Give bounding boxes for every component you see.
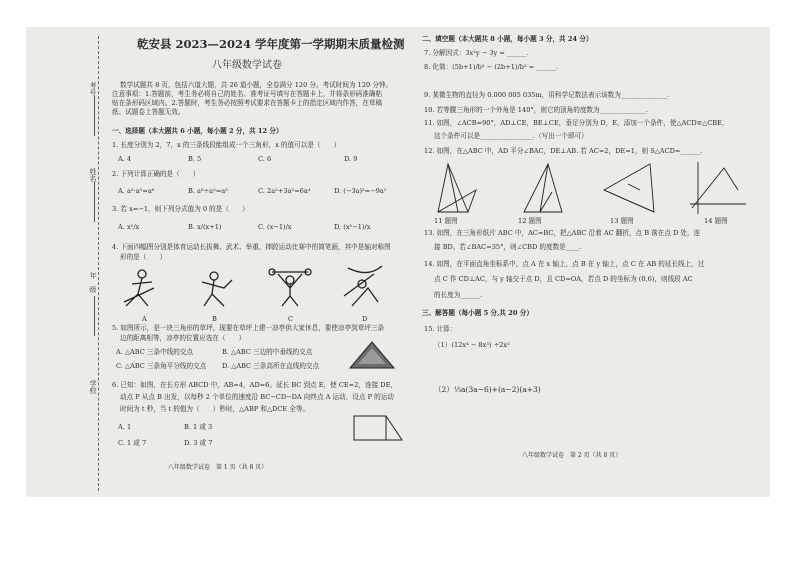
question-14-cont: 的长度为______. [434, 291, 483, 299]
binding-dashed-line [98, 36, 99, 491]
question-2: 2. 下列计算正确的是（ ） [112, 170, 200, 178]
question-15: 15. 计算： [424, 325, 457, 333]
question-12: 12. 如图，在△ABC 中，AD 平分∠BAC，DE⊥AB. 若 AC=2，DE=1，则 S△ACD=______. [424, 147, 703, 155]
kaohao-line [94, 96, 95, 136]
q6-option: A. 1 [118, 423, 132, 431]
q6-option: C. 1 或 7 [118, 439, 147, 447]
q5-option: B. △ABC 三边的中垂线的交点 [222, 348, 313, 356]
question-11-cont: 这个条件可以是________________.（写出一个即可） [434, 132, 588, 140]
question-14: 14. 如图，在平面直角坐标系中，点 A 在 x 轴上，点 B 在 y 轴上，点 C 在 AB 的延长线上，过 [424, 260, 705, 268]
question-6-cont: 动点 P 从点 B 出发，以每秒 2 个单位的速度沿 BC−CD−DA 向终点 A 运动，设点 P 的运动 [120, 393, 394, 401]
q6-option: B. 1 或 3 [184, 423, 213, 431]
question-6-cont: 时间为 t 秒，当 t 的值为（ ）秒时，△ABP 和△DCE 全等。 [120, 405, 310, 413]
question-7: 7. 分解因式：3x²y − 3y = ______. [424, 49, 529, 57]
question-4: 4. 下面四幅图分别是体育运动长拔舞、武术、举重、摔跤运动比赛中的简笔画，其中是轴对称图 [112, 243, 391, 251]
question-15-part1: （1）(12x⁴ − 8x³) ÷2x² [434, 341, 510, 349]
question-9: 9. 某微生物的直径为 0.000 005 035m，用科学记数法表示该数为______________. [424, 91, 670, 99]
intro-line: 数学试题共 8 页，包括六道大题，共 26 道小题，全卷满分 120 分。考试时间为 120 分钟。 [120, 81, 393, 89]
q6-option: D. 3 或 7 [184, 439, 213, 447]
question-8: 8. 化简：(5b+1)/b² − (2b+1)/b² = ______. [424, 63, 559, 71]
q2-option: B. a⁶÷a²=a³ [188, 187, 228, 195]
q5-option: C. △ABC 三条角平分线的交点 [116, 362, 207, 370]
q3-option: D. (x²−1)/x [334, 223, 371, 231]
q2-option: D. (−3a)²=−9a² [334, 187, 387, 195]
q1-option: D. 9 [344, 155, 358, 163]
question-6: 6. 已知：如图，在长方形 ABCD 中，AB=4，AD=6。延长 BC 到点 E，使 CE=2，连接 DE， [112, 381, 397, 389]
q4-option: A [142, 315, 147, 323]
xingming-line [94, 182, 95, 222]
xingming-label: 姓名 [89, 168, 97, 182]
section-heading: 二、填空题（本大题共 8 小题，每小题 3 分，共 24 分） [422, 35, 593, 43]
q1-option: A. 4 [118, 155, 132, 163]
question-10: 10. 若等腰三角形的一个外角是 140°，则它的顶角的度数为______________. [424, 106, 648, 114]
question-1: 1. 长度分别为 2，7，x 的三条线段能组成一个三角形，x 的值可以是（ ） [112, 141, 341, 149]
question-13: 13. 如图，在三角形纸片 ABC 中，AC=BC，把△ABC 沿着 AC 翻折，点 B 落在点 D 处，连 [424, 229, 701, 237]
q2-option: C. 2a²+3a²=6a⁴ [258, 187, 311, 195]
question-3: 3. 若 x=−1，则下列分式值为 0 的是（ ） [112, 205, 249, 213]
page2-footer: 八年级数学试卷 第 2 页（共 8 页） [522, 452, 622, 459]
question-15-part2: （2）⅓a(3a−6)+(a−2)(a+3) [434, 385, 541, 394]
fig-label: 14 题图 [704, 217, 728, 225]
q2-option: A. a²·a³=a⁶ [118, 187, 155, 195]
fig-label: 11 题图 [434, 217, 458, 225]
xuexiao-label: 学校 [89, 380, 97, 394]
question-14-cont: 点 C 作 CD⊥AC，与 y 轴交于点 D，且 CD=OA，若点 D 的坐标为 (0,6)，则线段 AC [434, 275, 693, 283]
intro-line: 注意事项：1.答题前，考生务必将自己的姓名、准考证号填写在答题卡上，并将条形码准确粘 [112, 90, 383, 98]
q3-option: B. x/(x+1) [188, 223, 222, 231]
q4-option: D [362, 315, 368, 323]
q1-option: C. 6 [258, 155, 272, 163]
question-11: 11. 如图，∠ACB=90°，AD⊥CE，BE⊥CE，垂足分别为 D，E，添加一个条件，使△ACD≌△CBE， [424, 119, 729, 127]
intro-line: 纸、试题卷上答题无效。 [112, 108, 185, 116]
fig-label: 13 题图 [610, 217, 634, 225]
geometry-figures [428, 160, 762, 218]
question-4-cont: 形的是（ ） [120, 253, 167, 261]
nianji-line [94, 296, 95, 336]
kaohao-label: 考号 [89, 82, 97, 96]
question-13-cont: 接 BD。若∠BAC=35°，则∠CBD 的度数是____. [434, 243, 582, 251]
exam-subtitle: 八年级数学试卷 [212, 60, 282, 71]
q6-rectangle-figure [348, 410, 408, 448]
q3-option: C. (x−1)/x [258, 223, 292, 231]
q4-option: B [212, 315, 217, 323]
question-5-cont: 边的距离相等，凉亭的位置应选在（ ） [120, 334, 246, 342]
section-heading: 三、解答题（每小题 5 分,共 20 分） [422, 309, 533, 317]
page1-footer: 八年级数学试卷 第 1 页（共 8 页） [168, 464, 268, 471]
q5-triangle-figure [348, 340, 396, 370]
intro-line: 贴在条形码区域内。2.答题时，考生务必按照考试要求在答题卡上的指定区域内作答，在草稿 [112, 99, 383, 107]
fig-label: 12 题图 [518, 217, 542, 225]
exam-title: 乾安县 2023—2024 学年度第一学期期末质量检测 [137, 37, 405, 51]
section-heading: 一、选择题（本大题共 6 小题，每小题 2 分，共 12 分） [112, 127, 283, 135]
q5-option: D. △ABC 三条高所在直线的交点 [222, 362, 320, 370]
sport-figures [112, 262, 400, 314]
q3-option: A. x²/x [118, 223, 140, 231]
nianji-label: 年 级 [89, 272, 97, 293]
q1-option: B. 5 [188, 155, 202, 163]
q5-option: A. △ABC 三条中线的交点 [116, 348, 194, 356]
question-5: 5. 如图所示，是一块三角形的草坪，现要在草坪上建一凉亭供大家休息，要使凉亭到草坪三条 [112, 324, 385, 332]
q4-option: C [288, 315, 294, 323]
